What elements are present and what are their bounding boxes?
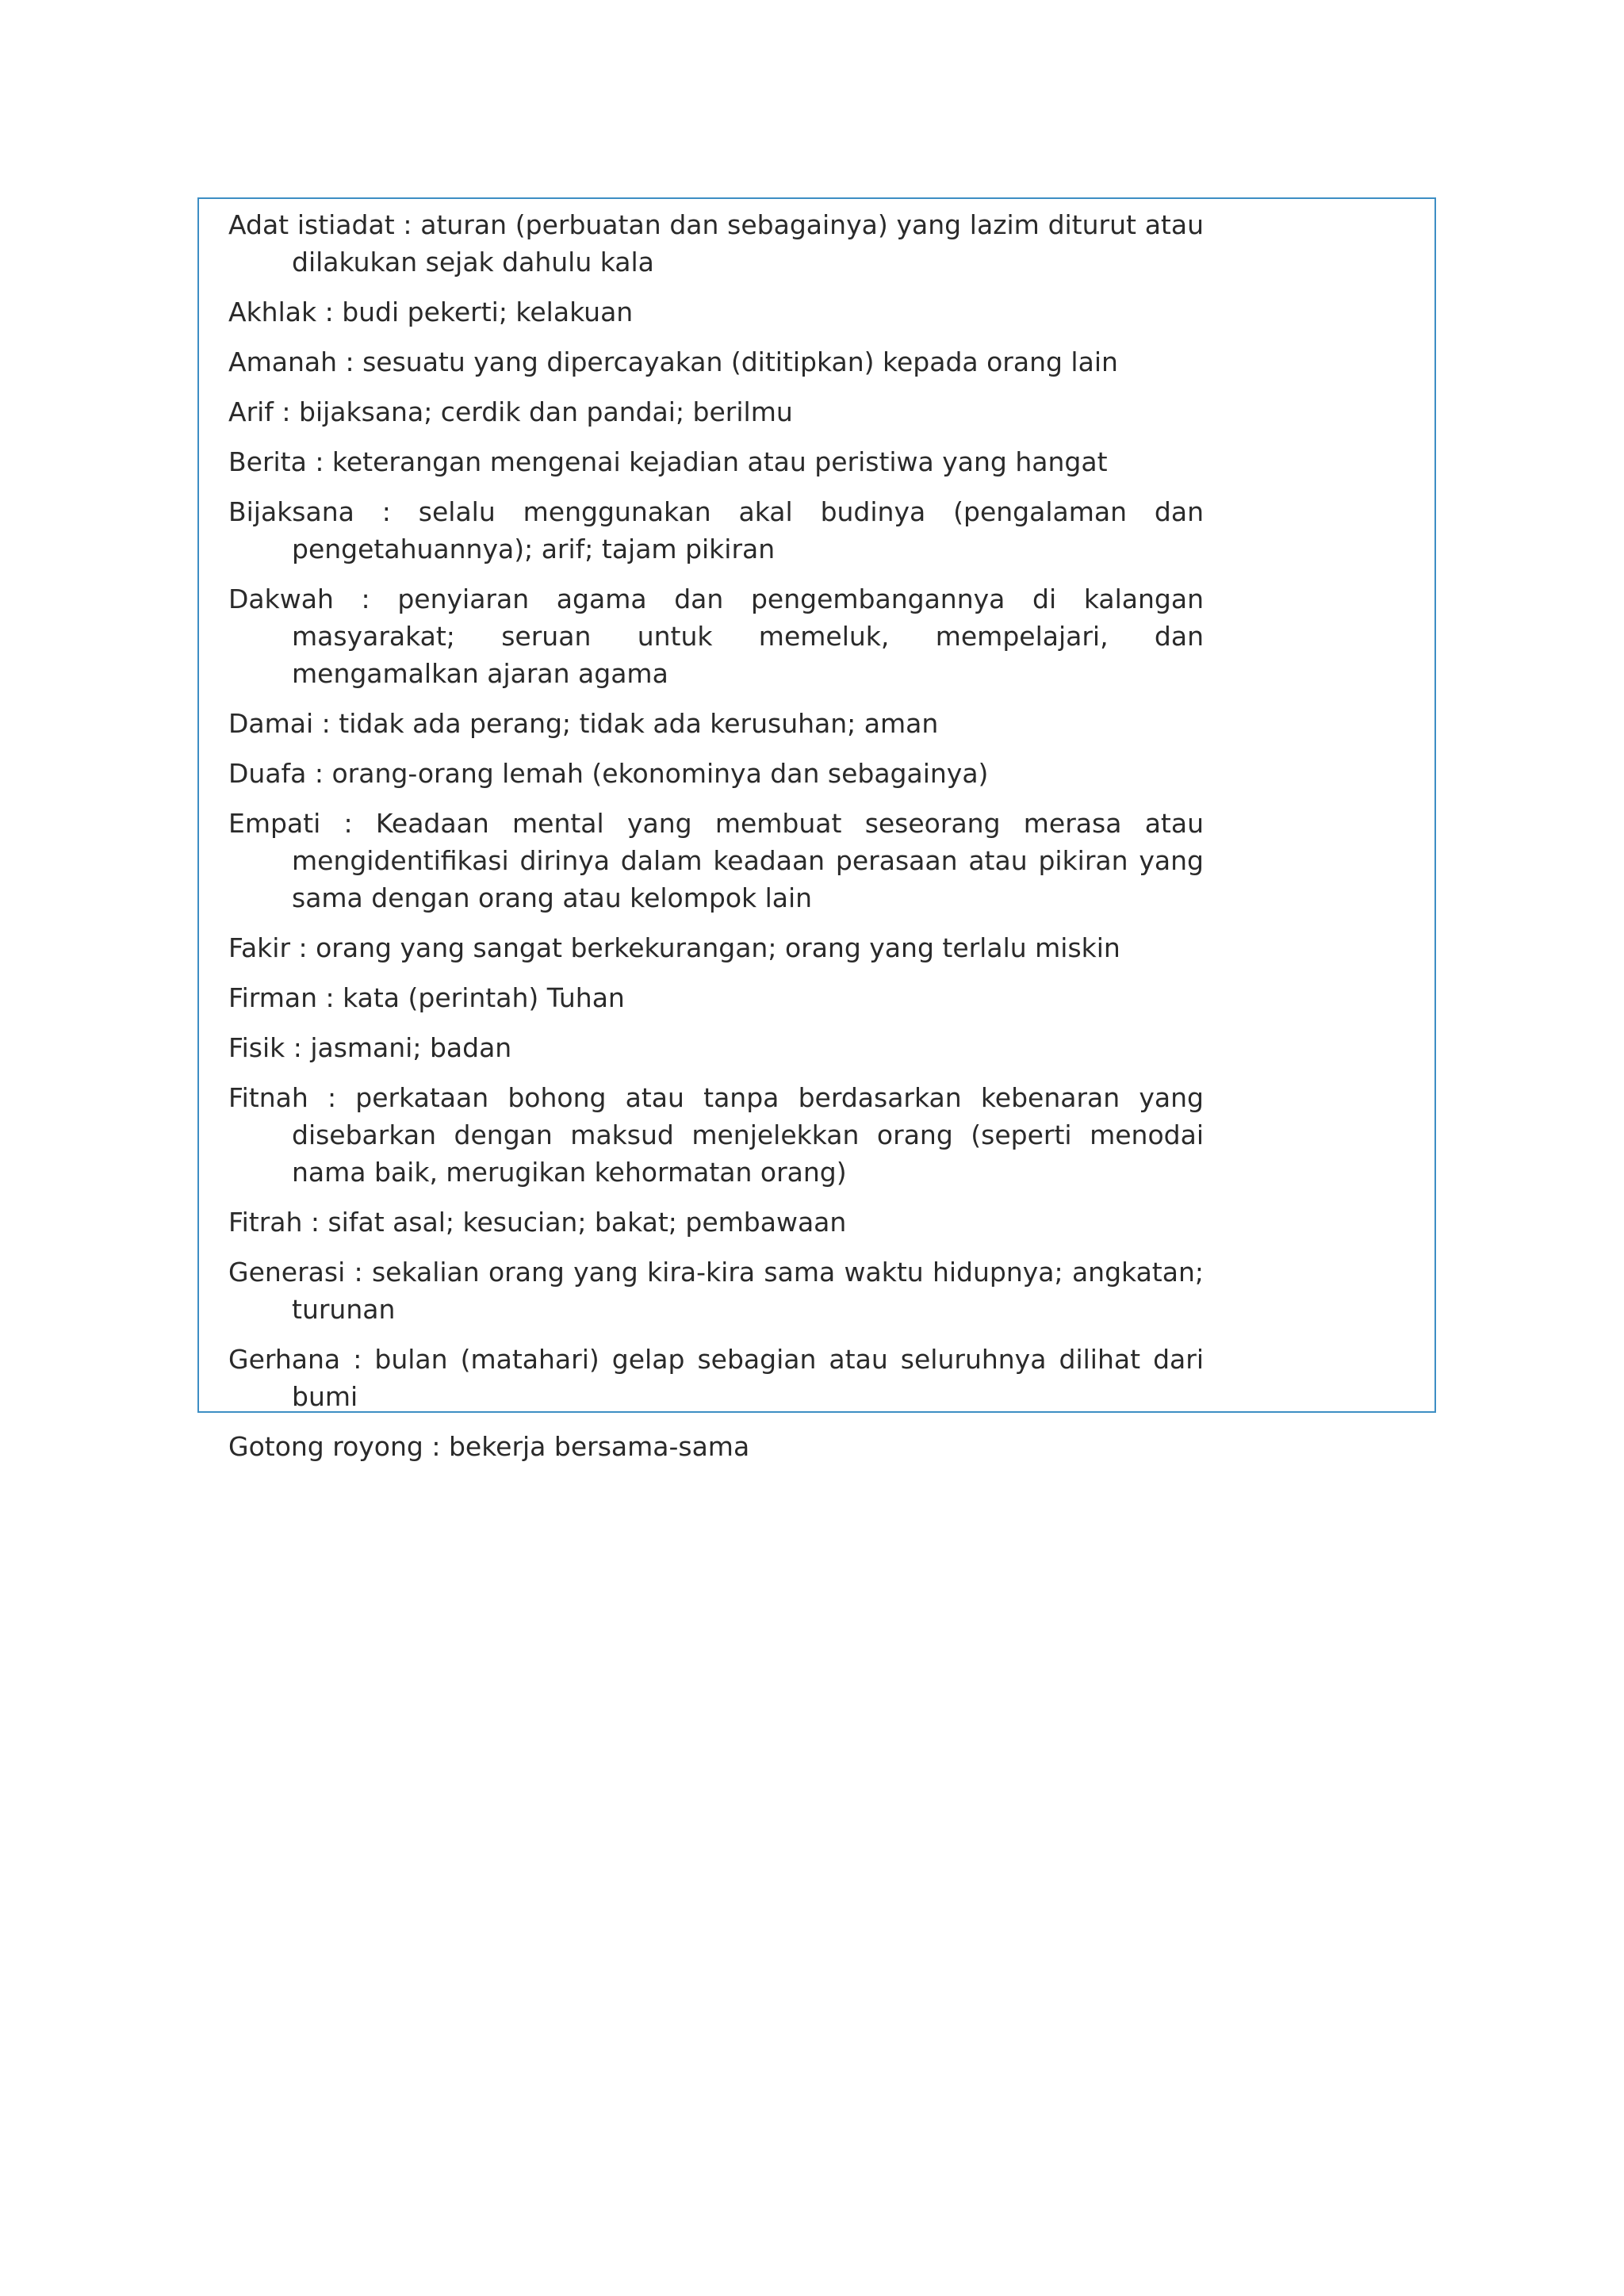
glossary-list [228,206,1204,1465]
glossary-entry: Berita : keterangan mengenai kejadian atau peristiwa yang hangat [228,446,1108,477]
glossary-entry: Empati : Keadaan mental yang membuat seseorang merasa atau mengidentifikasi dirinya dalam keadaan perasaan atau pikiran yang sama dengan orang atau kelompok lain [228,808,1204,913]
glossary-entry: Damai : tidak ada perang; tidak ada kerusuhan; aman [228,708,939,739]
glossary-box [197,197,1436,1462]
glossary-entry: Gotong royong : bekerja bersama-sama [228,1431,750,1462]
glossary-entry: Fitnah : perkataan bohong atau tanpa berdasarkan kebenaran yang disebarkan dengan maksud menjelekkan orang (seperti menodai nama baik, merugikan kehormatan orang) [228,1082,1204,1188]
glossary-entry: Amanah : sesuatu yang dipercayakan (dititipkan) kepada orang lain [228,346,1118,377]
glossary-entry: Firman : kata (perintah) Tuhan [228,982,625,1013]
glossary-entry: Fitrah : sifat asal; kesucian; bakat; pembawaan [228,1207,847,1238]
glossary-entry: Bijaksana : selalu menggunakan akal budinya (pengalaman dan pengetahuannya); arif; tajam pikiran [228,496,1204,564]
glossary-entry: Gerhana : bulan (matahari) gelap sebagian atau seluruhnya dilihat dari bumi [228,1344,1204,1412]
glossary-entry: Akhlak : budi pekerti; kelakuan [228,297,634,327]
glossary-entry: Adat istiadat : aturan (perbuatan dan sebagainya) yang lazim diturut atau dilakukan sejak dahulu kala [228,209,1204,277]
glossary-entry: Fisik : jasmani; badan [228,1032,512,1063]
glossary-entry: Fakir : orang yang sangat berkekurangan; orang yang terlalu miskin [228,932,1120,963]
glossary-entry: Arif : bijaksana; cerdik dan pandai; berilmu [228,396,793,427]
glossary-entry: Dakwah : penyiaran agama dan pengembangannya di kalangan masyarakat; seruan untuk memeluk, mempelajari, dan mengamalkan ajaran agama [228,584,1204,689]
glossary-entry: Generasi : sekalian orang yang kira-kira sama waktu hidupnya; angkatan; turunan [228,1257,1204,1325]
glossary-entry: Duafa : orang-orang lemah (ekonominya dan sebagainya) [228,758,989,789]
